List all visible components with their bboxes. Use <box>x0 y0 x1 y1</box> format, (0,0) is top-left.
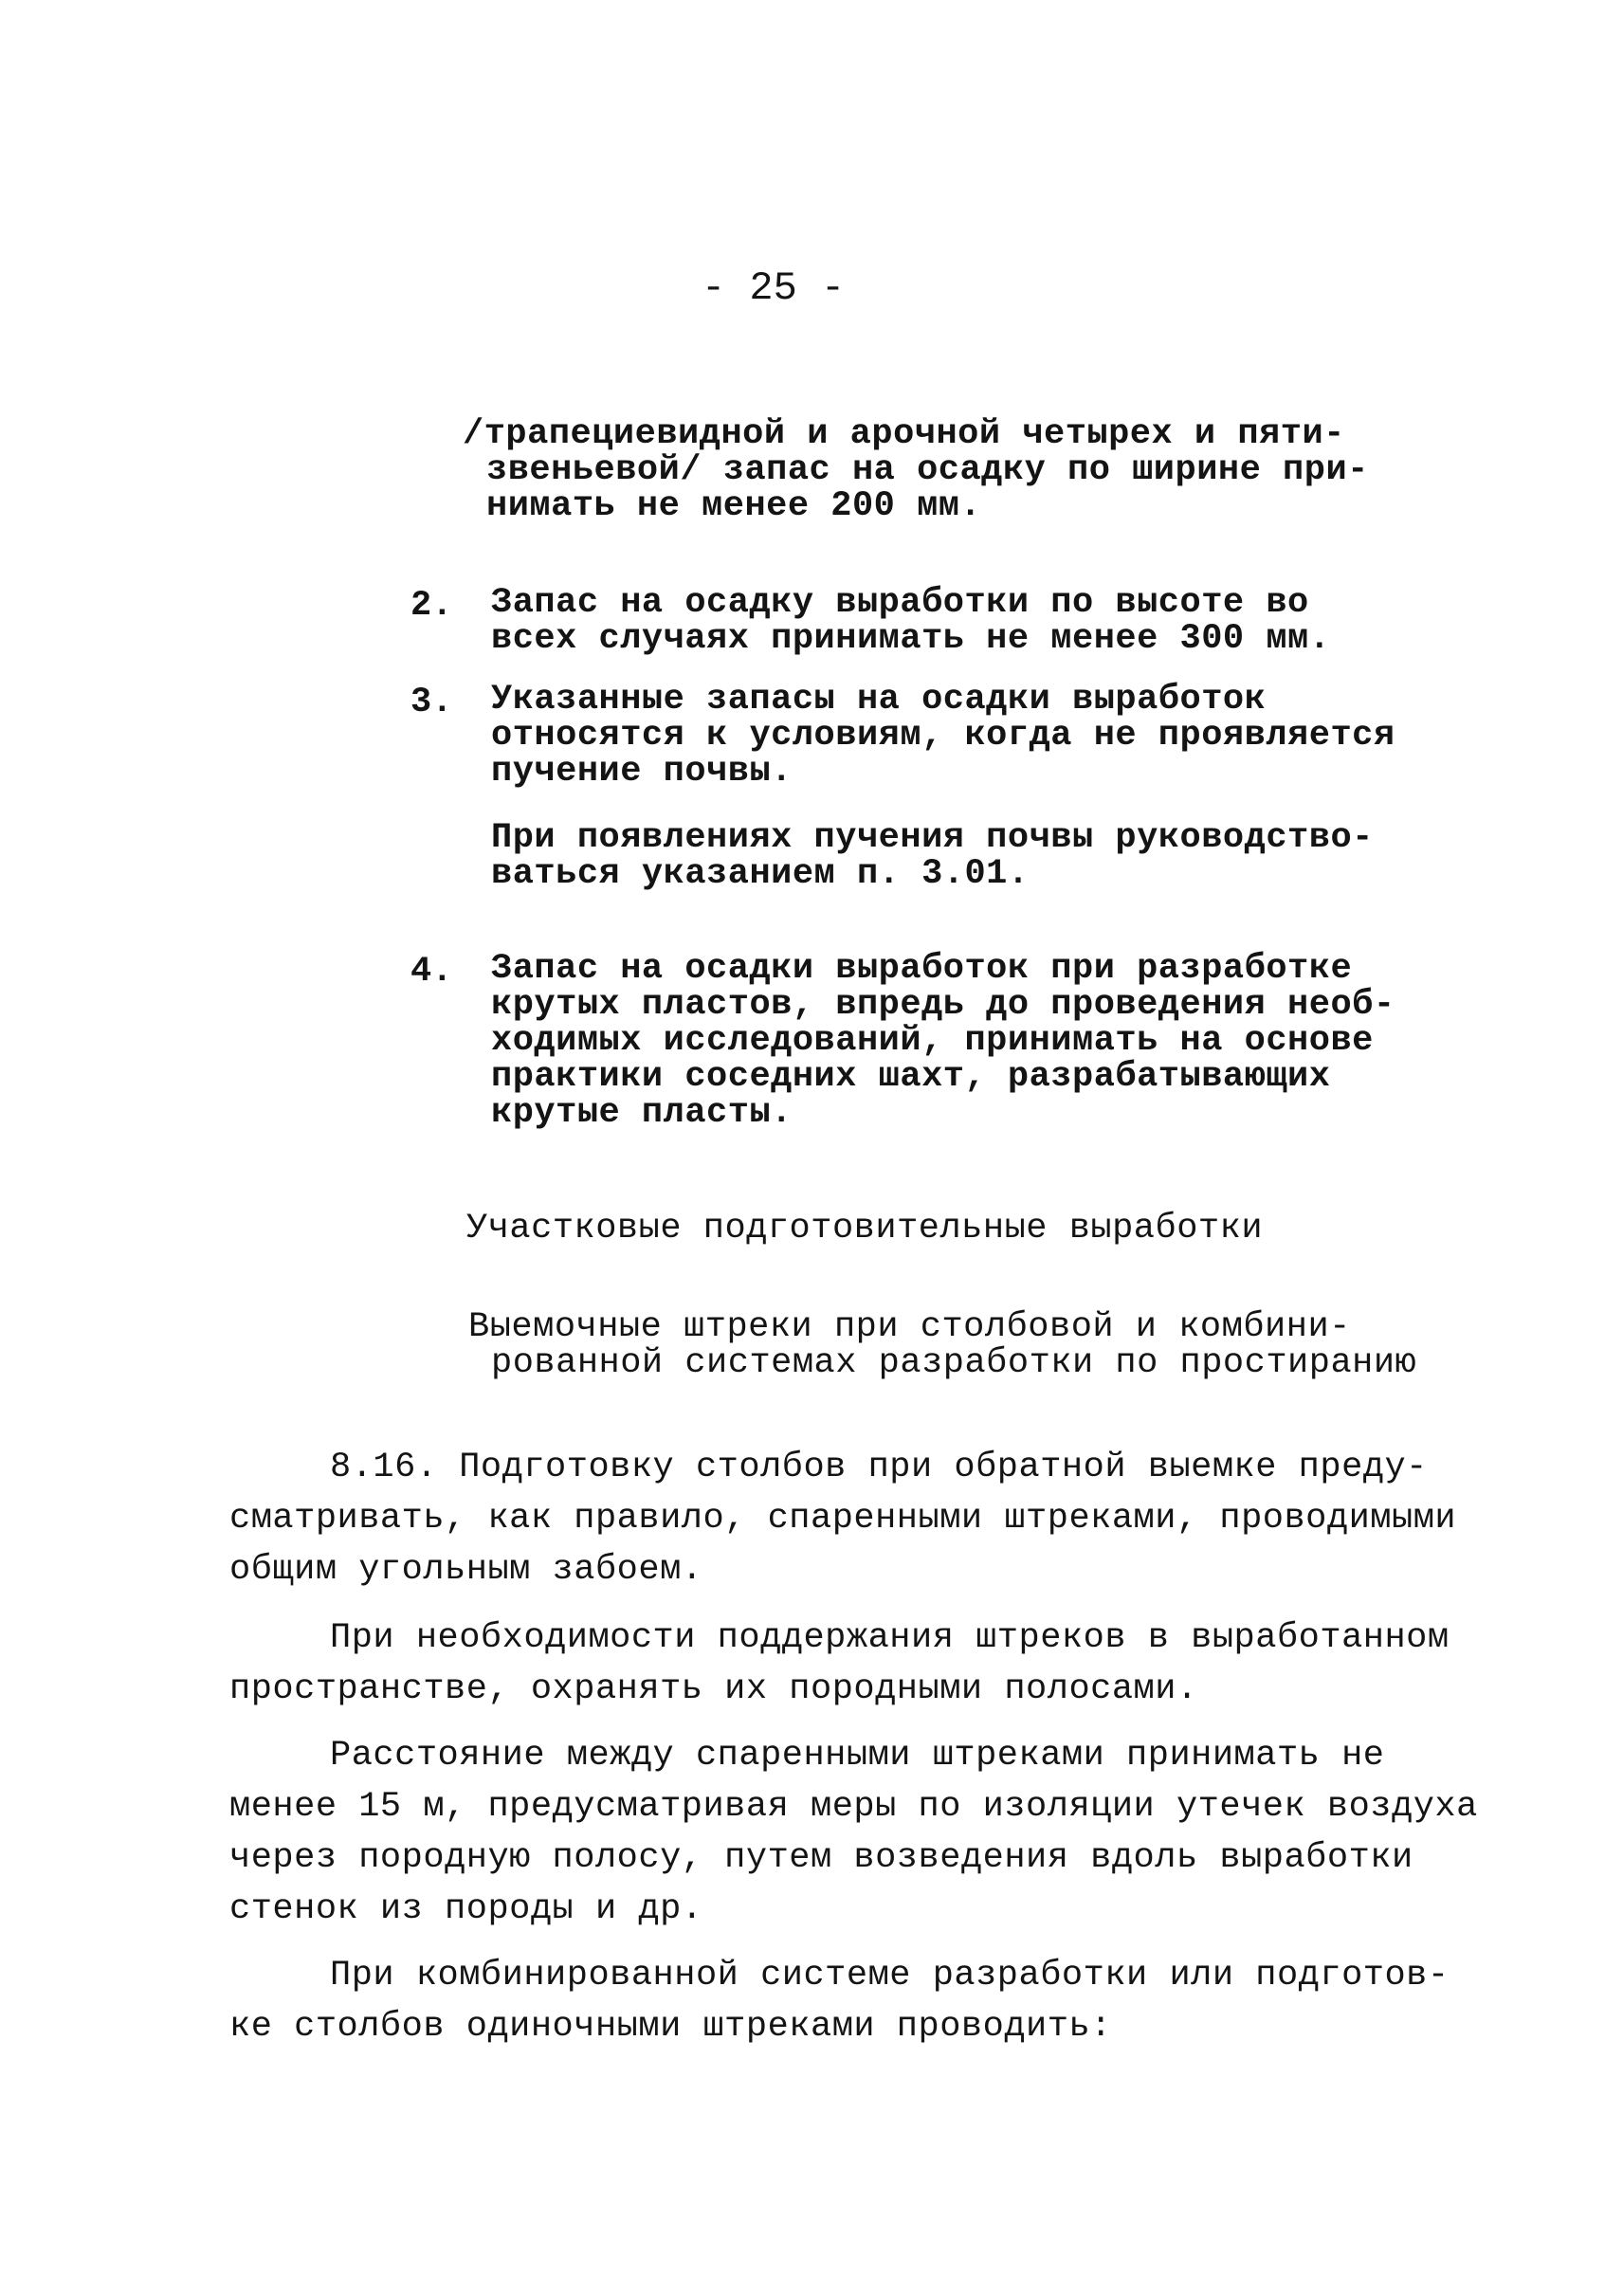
item-line: всех случаях принимать не менее 300 мм. <box>491 619 1331 659</box>
item-number: 3. <box>410 683 453 722</box>
item-line: относятся к условиям, когда не проявляется <box>491 716 1395 756</box>
item-number: 2. <box>410 586 453 626</box>
body-line: 8.16. Подготовку столбов при обратной выемке преду- <box>330 1448 1428 1487</box>
continuation-line: звеньевой/ запас на осадку по ширине при- <box>486 450 1369 490</box>
item-line: Запас на осадки выработок при разработке <box>491 949 1353 989</box>
item-note-line: ваться указанием п. 3.01. <box>491 854 1030 894</box>
body-line: ке столбов одиночными штреками проводить: <box>229 2007 1112 2047</box>
page-number: - 25 - <box>702 265 846 311</box>
body-line: сматривать, как правило, спаренными штреками, проводимыми <box>229 1499 1457 1539</box>
section-subheading-line: Выемочные штреки при столбовой и комбини- <box>468 1307 1351 1347</box>
item-note-line: При появлениях пучения почвы руководство- <box>491 818 1374 858</box>
item-line: крутых пластов, впредь до проведения необ- <box>491 985 1395 1025</box>
item-line: практики соседних шахт, разрабатывающих <box>491 1057 1331 1097</box>
continuation-line: нимать не менее 200 мм. <box>486 486 982 526</box>
item-line: крутые пласты. <box>491 1093 793 1133</box>
item-line: Указанные запасы на осадки выработок <box>491 680 1267 720</box>
item-line: пучение почвы. <box>491 752 793 792</box>
continuation-line: /трапециевидной и арочной четырех и пяти- <box>463 414 1345 454</box>
section-subheading-line: рованной системах разработки по простиранию <box>491 1343 1417 1383</box>
body-line: менее 15 м, предусматривая меры по изоляции утечек воздуха <box>229 1787 1478 1827</box>
body-line: пространстве, охранять их породными полосами. <box>229 1669 1198 1709</box>
body-line: При необходимости поддержания штреков в выработанном <box>330 1618 1450 1658</box>
section-heading: Участковые подготовительные выработки <box>466 1209 1264 1248</box>
item-line: ходимых исследований, принимать на основе <box>491 1021 1374 1061</box>
body-line: через породную полосу, путем возведения вдоль выработки <box>229 1838 1413 1878</box>
body-line: Расстояние между спаренными штреками принимать не <box>330 1736 1385 1776</box>
item-number: 4. <box>410 952 453 992</box>
body-line: При комбинированной системе разработки или подготов- <box>330 1956 1450 1995</box>
body-line: стенок из породы и др. <box>229 1889 703 1929</box>
item-line: Запас на осадку выработки по высоте во <box>491 583 1309 623</box>
body-line: общим угольным забоем. <box>229 1550 703 1590</box>
